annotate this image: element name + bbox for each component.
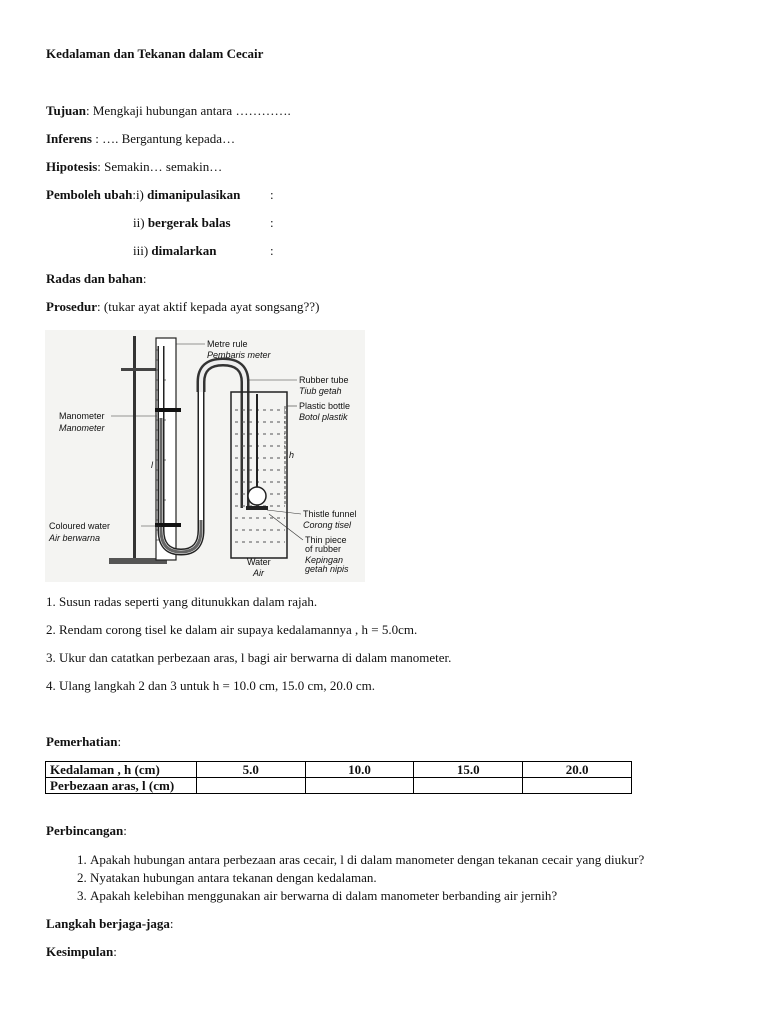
label-rubber-tube: Rubber tube	[299, 375, 349, 385]
responding-variable-line: ii) bergerak balas	[133, 215, 231, 230]
discussion-questions	[46, 851, 644, 905]
step-1: 1. Susun radas seperti yang ditunukkan dalam rajah.	[46, 594, 318, 609]
label-coloured-water: Coloured water	[49, 521, 111, 531]
table-row	[46, 762, 632, 778]
svg-text:Air: Air	[253, 568, 264, 578]
table-cell: 5.0	[196, 762, 305, 778]
label-thin-rubber: Thin piece	[305, 535, 347, 545]
svg-text:Manometer: Manometer	[59, 423, 105, 433]
fixed-variable-line: iii) dimalarkan	[133, 243, 217, 258]
svg-text:Tiub getah: Tiub getah	[299, 386, 342, 396]
step-4: 4. Ulang langkah 2 dan 3 untuk h = 10.0 cm, 15.0 cm, 20.0 cm.	[46, 678, 376, 693]
langkah-heading: Langkah berjaga-jaga:	[46, 916, 174, 931]
label-water: Water	[247, 557, 271, 567]
label-metre-rule: Metre rule	[207, 339, 248, 349]
table-cell-empty	[196, 778, 305, 794]
svg-text:Botol plastik: Botol plastik	[299, 412, 348, 422]
perbincangan-heading: Perbincangan:	[46, 823, 127, 838]
svg-text:of rubber: of rubber	[305, 544, 342, 554]
table-cell: 10.0	[305, 762, 414, 778]
list-item: 2. Nyatakan hubungan antara tekanan dengan kedalaman.	[90, 869, 644, 887]
prosedur-line: Prosedur: (tukar ayat aktif kepada ayat songsang??)	[46, 299, 320, 314]
row-header-depth: Kedalaman , h (cm)	[46, 762, 197, 778]
label-thistle-funnel: Thistle funnel	[303, 509, 357, 519]
observation-table	[45, 761, 632, 794]
table-cell-empty	[414, 778, 523, 794]
svg-text:Pembaris meter: Pembaris meter	[207, 350, 271, 360]
svg-text:Air berwarna: Air berwarna	[49, 533, 101, 543]
table-cell-empty	[305, 778, 414, 794]
thistle-funnel	[248, 487, 266, 505]
colon-manipulated: :	[270, 187, 274, 202]
colon-fixed: :	[270, 243, 274, 258]
table-cell-empty	[523, 778, 632, 794]
row-header-level-difference: Perbezaan aras, l (cm)	[46, 778, 197, 794]
label-plastic-bottle: Plastic bottle	[299, 401, 351, 411]
table-row	[46, 778, 632, 794]
label-h: h	[289, 450, 295, 460]
pemboleh-ubah-line: Pemboleh ubah:i) dimanipulasikan	[46, 187, 241, 202]
svg-text:getah nipis: getah nipis	[305, 564, 349, 574]
list-item: 3. Apakah kelebihan menggunakan air berwarna di dalam manometer berbanding air jernih?	[90, 887, 644, 905]
svg-text:Kepingan: Kepingan	[305, 555, 344, 565]
apparatus-diagram	[45, 330, 365, 582]
step-3: 3. Ukur dan catatkan perbezaan aras, l bagi air berwarna di dalam manometer.	[46, 650, 452, 665]
label-l: l	[151, 460, 153, 470]
page-title: Kedalaman dan Tekanan dalam Cecair	[46, 46, 264, 61]
table-cell: 20.0	[523, 762, 632, 778]
pemerhatian-heading: Pemerhatian:	[46, 734, 122, 749]
inferens-line: Inferens : …. Bergantung kepada…	[46, 131, 236, 146]
colon-responding: :	[270, 215, 274, 230]
tujuan-line: Tujuan: Mengkaji hubungan antara ………….	[46, 103, 291, 118]
table-cell: 15.0	[414, 762, 523, 778]
label-manometer: Manometer	[59, 411, 105, 421]
step-2: 2. Rendam corong tisel ke dalam air supaya kedalamannya , h = 5.0cm.	[46, 622, 418, 637]
list-item: 1. Apakah hubungan antara perbezaan aras cecair, l di dalam manometer dengan tekanan cecair yang diukur?	[90, 851, 644, 869]
thin-rubber-piece	[246, 506, 268, 510]
radas-line: Radas dan bahan:	[46, 271, 147, 286]
svg-text:Corong tisel: Corong tisel	[303, 520, 352, 530]
hipotesis-line: Hipotesis: Semakin… semakin…	[46, 159, 223, 174]
kesimpulan-heading: Kesimpulan:	[46, 944, 117, 959]
